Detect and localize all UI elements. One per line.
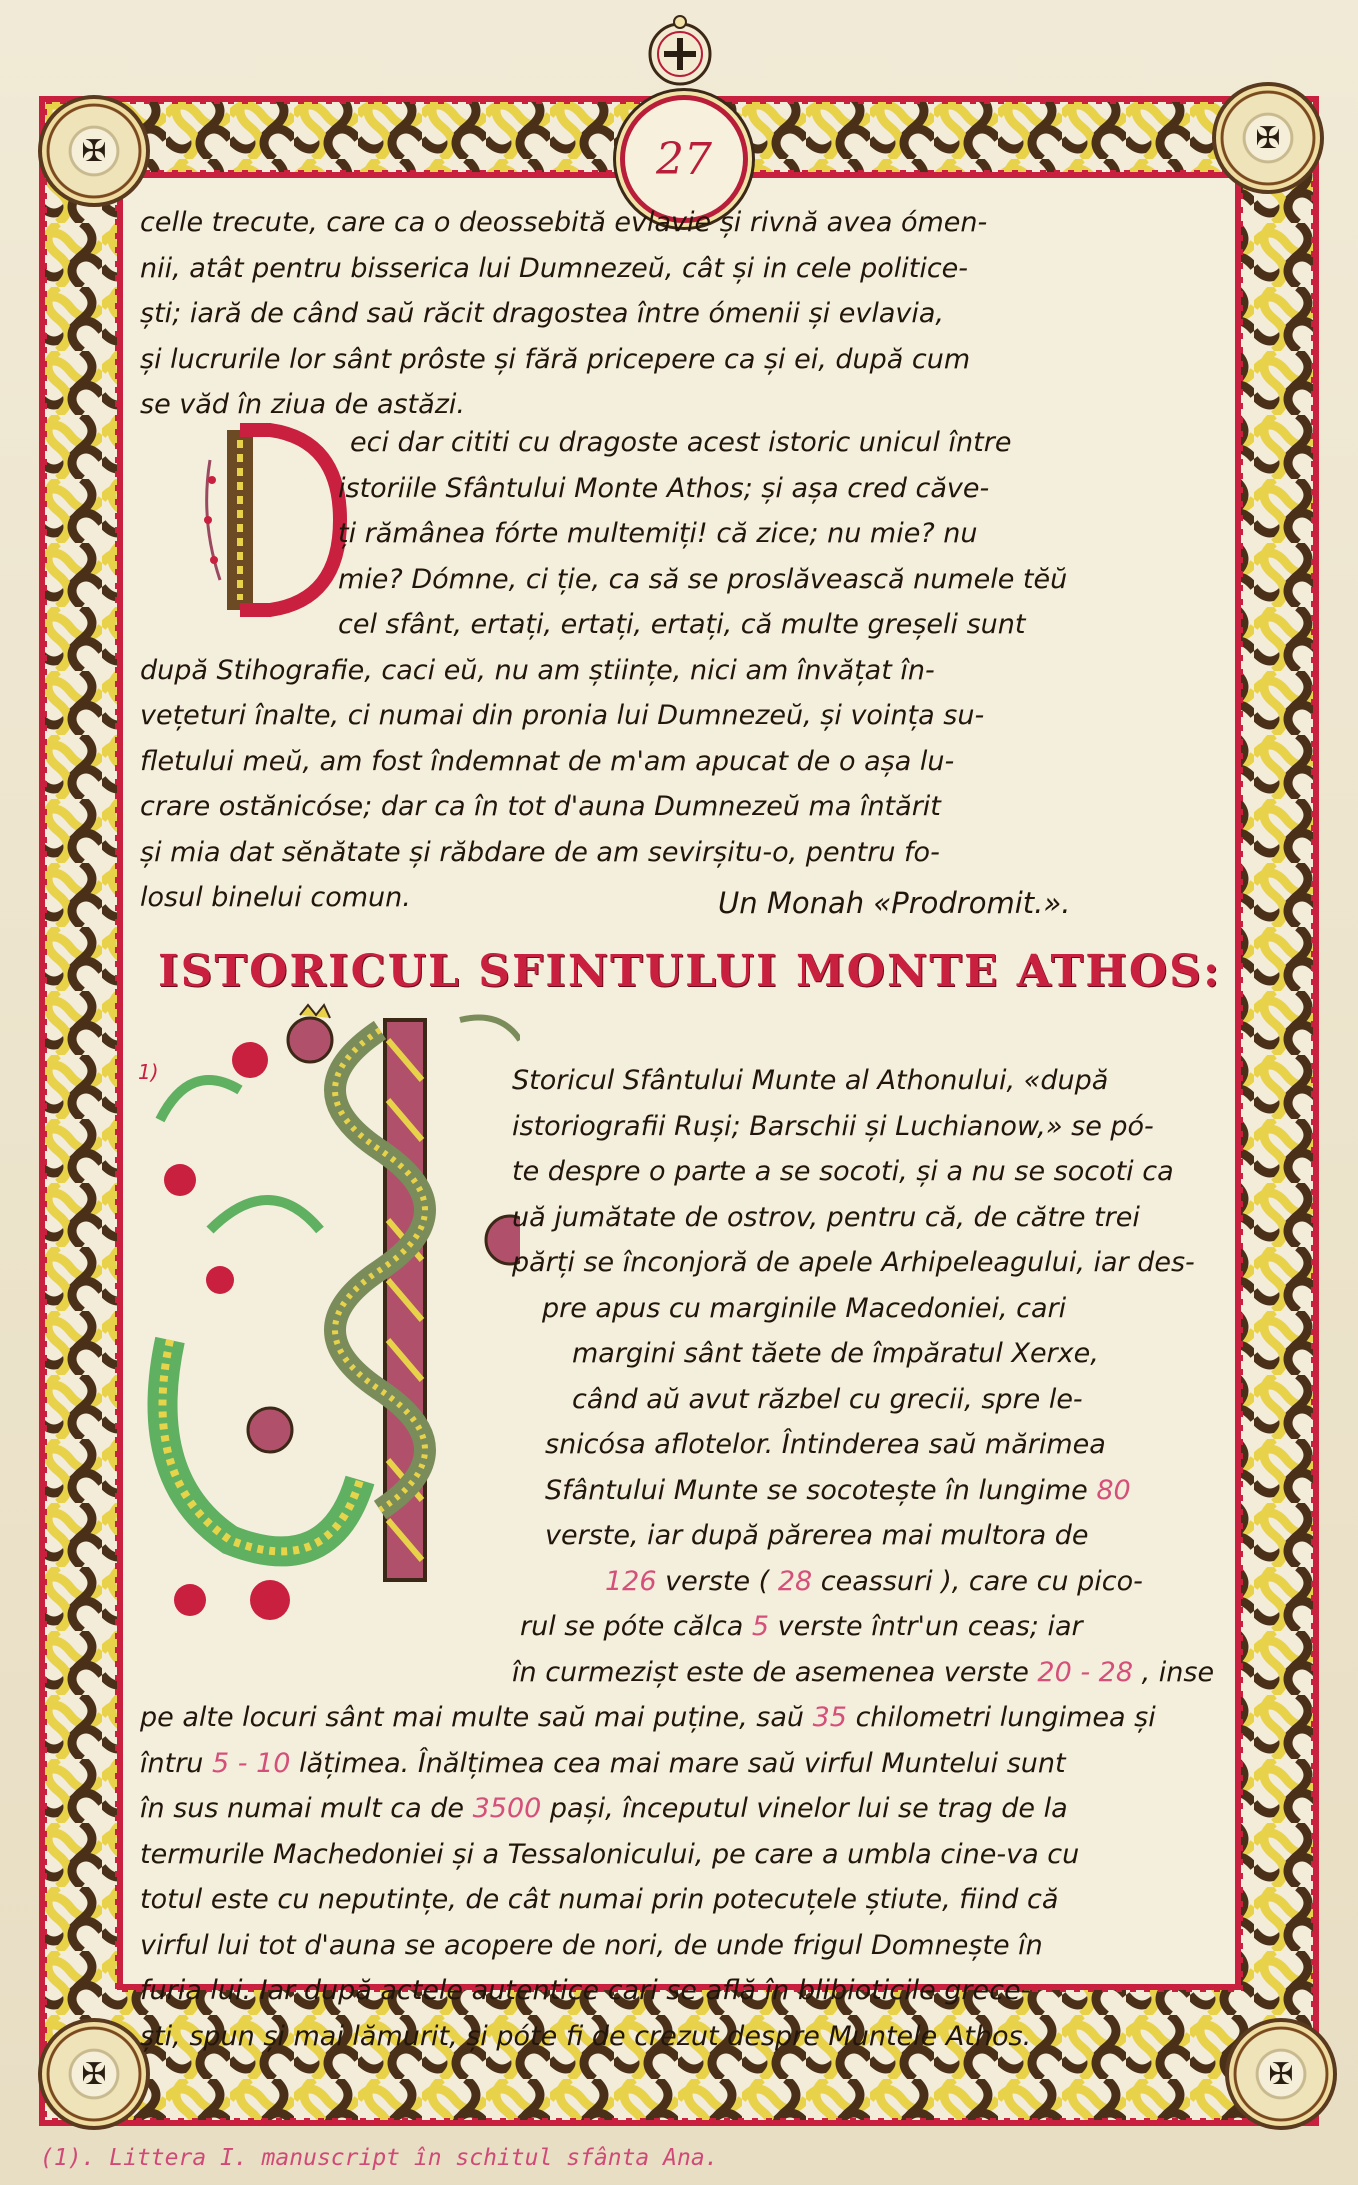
text-line: mie? Dómne, ci ție, ca să se proslăvească numele tĕŭ xyxy=(338,563,1068,595)
author-signature: Un Monah «Prodromit.». xyxy=(718,886,1071,920)
text-line xyxy=(140,1513,1230,1559)
cross-ornament-icon xyxy=(640,14,720,94)
rosette-bottom-right-icon xyxy=(1225,2018,1337,2130)
text-line xyxy=(140,1650,1230,1696)
text-line: celle trecute, care ca o deossebită evlavie și rivnă avea ómen- xyxy=(140,207,988,238)
rosette-top-left-icon xyxy=(38,95,150,207)
number-126: 126 xyxy=(605,1565,657,1597)
text-segment: întru xyxy=(140,1747,204,1779)
text-segment: Sfântului Munte se socotește în lungime xyxy=(545,1474,1088,1506)
text-line: virful lui tot d'auna se acopere de nori, de unde frigul Domnește în xyxy=(140,1929,1043,1961)
text-line: ști; iară de când saŭ răcit dragostea între ómenii și evlavia, xyxy=(140,298,944,329)
text-line xyxy=(140,1695,1230,1741)
paragraph-1 xyxy=(140,200,1230,428)
text-line: furia lui. Iar după actele autentice cari se află în blibioticile grece- xyxy=(140,1975,1031,2006)
footnote: (1). Littera I. manuscript în schitul sfânta Ana. xyxy=(40,2145,719,2171)
text-segment: pași, începutul vinelor lui se trag de la xyxy=(549,1793,1068,1824)
text-segment: chilometri lungimea și xyxy=(855,1702,1156,1733)
number-20-28: 20 - 28 xyxy=(1037,1656,1134,1688)
text-line: fletului meŭ, am fost îndemnat de m'am apucat de o așa lu- xyxy=(140,745,955,777)
number-3500: 3500 xyxy=(472,1793,542,1824)
text-line: după Stihografie, caci eŭ, nu am științe, nici am învățat în- xyxy=(140,654,935,686)
text-segment: în sus numai mult ca de xyxy=(140,1793,464,1824)
text-line xyxy=(140,1786,1230,1832)
text-line: te despre o parte a se socoti, și a nu se socoti ca xyxy=(512,1156,1174,1187)
text-segment: verste ( xyxy=(665,1565,770,1597)
paragraph-2 xyxy=(140,420,1230,921)
text-line: Storicul Sfântului Munte al Athonului, «după xyxy=(512,1065,1109,1096)
text-line: pre apus cu marginile Macedoniei, cari xyxy=(542,1292,1067,1324)
text-line: se văd în ziua de astăzi. xyxy=(140,389,465,420)
text-line: ști, spun și mai lămurit, și póte fi de crezut despre Muntele Athos. xyxy=(140,2020,1032,2052)
text-segment: lățimea. Înălțimea cea mai mare saŭ virful Muntelui sunt xyxy=(299,1747,1066,1779)
text-line: istoriografii Ruși; Barschii și Luchianow,» se pó- xyxy=(512,1110,1154,1142)
text-segment: pe alte locuri sânt mai multe saŭ mai puține, saŭ xyxy=(140,1702,805,1733)
rosette-bottom-left-icon xyxy=(38,2018,150,2130)
text-line: crare ostănicóse; dar ca în tot d'auna Dumnezeŭ ma întărit xyxy=(140,791,941,822)
text-line: cel sfânt, ertați, ertați, ertați, că multe greșeli sunt xyxy=(338,609,1026,640)
text-line: părți se înconjoră de apele Arhipeleagului, iar des- xyxy=(512,1247,1195,1278)
text-line: uă jumătate de ostrov, pentru că, de către trei xyxy=(512,1201,1140,1233)
text-segment: verste, iar după părerea mai multora de xyxy=(545,1520,1089,1551)
text-line: și mia dat sĕnătate și răbdare de am sevirșitu-o, pentru fo- xyxy=(140,836,940,868)
text-segment: rul se póte călca xyxy=(520,1611,744,1642)
text-line: snicósa aflotelor. Întinderea saŭ mărimea xyxy=(545,1429,1106,1460)
text-line: losul binelui comun. xyxy=(140,882,411,913)
text-segment: ceassuri ), care cu pico- xyxy=(820,1565,1143,1597)
text-line: termurile Machedoniei și a Tessalonicului, pe care a umbla cine-va cu xyxy=(140,1838,1080,1870)
page-number: 27 xyxy=(656,133,712,185)
text-line: margini sânt tăete de împăratul Xerxe, xyxy=(572,1338,1099,1369)
text-segment: verste într'un ceas; iar xyxy=(777,1611,1083,1642)
text-line: totul este cu neputințe, de cât numai prin potecuțele știute, fiind că xyxy=(140,1884,1059,1915)
text-line: când aŭ avut răzbel cu grecii, spre le- xyxy=(572,1383,1083,1415)
text-line xyxy=(140,1468,1230,1514)
text-line: ți rămânea fórte multemiți! că zice; nu mie? nu xyxy=(338,518,978,549)
footnote-marker: 1) xyxy=(138,1060,159,1084)
text-line: eci dar cititi cu dragoste acest istoric unicul între xyxy=(350,427,1012,458)
section-title: ISTORICUL SFINTULUI MONTE ATHOS: xyxy=(158,946,1222,997)
number-28: 28 xyxy=(777,1565,813,1597)
text-segment: , inse xyxy=(1141,1656,1215,1688)
text-line: nii, atât pentru bisserica lui Dumnezeŭ, cât și in cele politice- xyxy=(140,252,969,284)
text-line xyxy=(140,1559,1230,1605)
number-80: 80 xyxy=(1096,1474,1131,1506)
text-line: vețeturi înalte, ci numai din pronia lui Dumnezeŭ, și voința su- xyxy=(140,700,985,731)
text-line xyxy=(140,1741,1230,1787)
text-segment: în curmezișt este de asemenea verste xyxy=(512,1656,1029,1688)
number-35: 35 xyxy=(812,1702,847,1733)
text-line: și lucrurile lor sânt prôste și fără pricepere ca și ei, după cum xyxy=(140,343,971,375)
paragraph-3 xyxy=(140,1058,1230,2059)
number-5-10: 5 - 10 xyxy=(212,1747,291,1779)
number-5: 5 xyxy=(751,1611,770,1642)
text-line: istoriile Sfântului Monte Athos; și așa cred căve- xyxy=(338,472,990,504)
rosette-top-right-icon xyxy=(1212,82,1324,194)
text-line xyxy=(140,1604,1230,1650)
